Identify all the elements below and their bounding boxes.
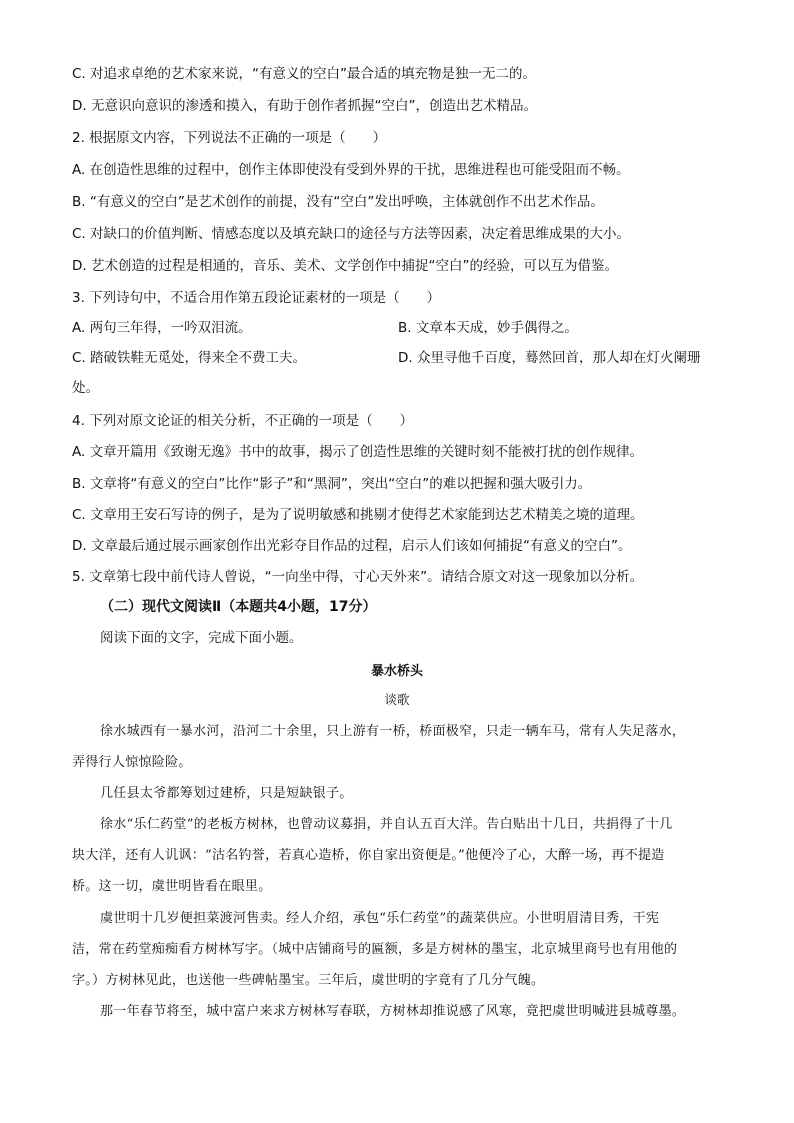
story-line: 块大洋，还有人讥讽：“沽名钓誉，若真心造桥，你自家出资便是。”他便冷了心，大醉一场，再不提造: [72, 848, 665, 863]
story-line: 徐水“乐仁药堂”的老板方树林，也曾动议募捐，并自认五百大洋。告白贴出十几日，共捐得了十几: [100, 817, 673, 832]
story-line: 徐水城西有一暴水河，沿河二十余里，只上游有一桥，桥面极窄，只走一辆车马，常有人失足落水，: [100, 724, 686, 739]
q4-option-d: D. 文章最后通过展示画家创作出光彩夺目作品的过程，启示人们该如何捕捉“有意义的空白”。: [72, 538, 632, 554]
q3-option-d: D. 众里寻他千百度，蓦然回首，那人却在灯火阑珊: [398, 350, 701, 366]
section-heading: （二）现代文阅读Ⅱ（本题共4小题，17分）: [100, 599, 377, 615]
q2-stem: 2. 根据原文内容，下列说法不正确的一项是（ ）: [72, 130, 387, 146]
q3-option-d-continued: 处。: [72, 380, 99, 396]
story-line: 几任县太爷都筹划过建桥，只是短缺银子。: [100, 786, 353, 801]
story-author: 谈歌: [384, 692, 410, 707]
story-title: 暴水桥头: [370, 664, 423, 679]
q3-options-row-2: [72, 348, 722, 368]
section-instruction: 阅读下面的文字，完成下面小题。: [100, 630, 303, 646]
q2-option-c: C. 对缺口的价值判断、情感态度以及填充缺口的途径与方法等因素，决定着思维成果的大小。: [72, 226, 631, 242]
q3-options-row-1: [72, 318, 722, 338]
q3-option-c: C. 踏破铁鞋无觅处，得来全不费工夫。: [72, 350, 307, 366]
q4-option-b: B. 文章将“有意义的空白”比作“影子”和“黑洞”，突出“空白”的难以把握和强大吸引力。: [72, 476, 592, 492]
q1-option-c: C. 对追求卓绝的艺术家来说，“有意义的空白”最合适的填充物是独一无二的。: [72, 66, 536, 82]
q4-option-c: C. 文章用王安石写诗的例子，是为了说明敏感和挑剔才使得艺术家能到达艺术精美之境的道理。: [72, 507, 644, 523]
q2-option-b: B. “有意义的空白”是艺术创作的前提，没有“空白”发出呼唤，主体就创作不出艺术作品。: [72, 194, 604, 210]
q4-stem: 4. 下列对原文论证的相关分析，不正确的一项是（ ）: [72, 413, 414, 429]
q2-option-a: A. 在创造性思维的过程中，创作主体即使没有受到外界的干扰，思维进程也可能受阻而不畅。: [72, 162, 630, 178]
q3-option-a: A. 两句三年得，一吟双泪流。: [72, 320, 252, 336]
story-line: 虞世明十几岁便担菜渡河售卖。经人介绍，承包“乐仁药堂”的蔬菜供应。小世明眉清目秀，干宪: [100, 911, 660, 926]
story-line: 弄得行人惊惊险险。: [72, 755, 192, 770]
story-line: 字。）方树林见此，也送他一些碑帖墨宝。三年后，虞世明的字竟有了几分气魄。: [72, 973, 545, 988]
q5-stem: 5. 文章第七段中前代诗人曾说，“一向坐中得，寸心天外来”。请结合原文对这一现象加以分析。: [72, 569, 644, 585]
q4-option-a: A. 文章开篇用《致谢无逸》书中的故事，揭示了创造性思维的关键时刻不能被打扰的创作规律。: [72, 444, 644, 460]
q1-option-d: D. 无意识向意识的渗透和摸入，有助于创作者抓握“空白”，创造出艺术精品。: [72, 98, 537, 114]
story-line: 那一年春节将至，城中富户来求方树林写春联，方树林却推说感了风寒，竟把虞世明喊进县城尊墨。: [100, 1004, 686, 1019]
q3-option-b: B. 文章本天成，妙手偶得之。: [398, 320, 578, 336]
story-line: 桥。这一切，虞世明皆看在眼里。: [72, 879, 272, 894]
q3-stem: 3. 下列诗句中，不适合用作第五段论证素材的一项是（ ）: [72, 290, 441, 306]
q2-option-d: D. 艺术创造的过程是相通的，音乐、美术、文学创作中捕捉“空白”的经验，可以互为借鉴。: [72, 258, 618, 274]
story-line: 洁，常在药堂痴痴看方树林写字。（城中店铺商号的匾额，多是方树林的墨宝，北京城里商号也有用他的: [72, 942, 678, 957]
